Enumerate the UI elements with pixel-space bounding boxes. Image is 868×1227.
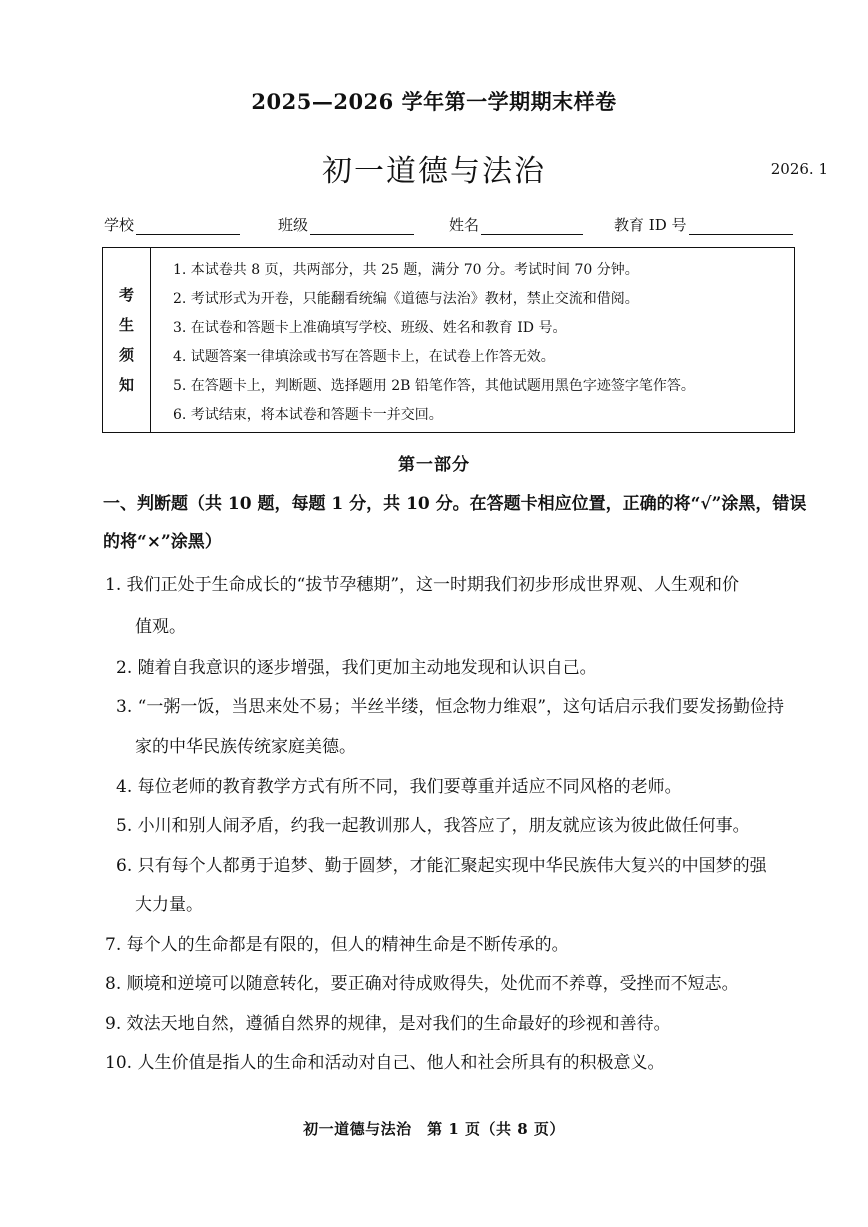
question-line: 大力量。 <box>135 895 203 915</box>
notice-item: 2. 考试形式为开卷，只能翻看统编《道德与法治》教材，禁止交流和借阅。 <box>173 291 639 307</box>
notice-item: 5. 在答题卡上，判断题、选择题用 2B 铅笔作答，其他试题用黑色字迹签字笔作答。 <box>173 378 695 394</box>
school-field[interactable] <box>104 214 240 235</box>
question-line: 值观。 <box>135 617 186 637</box>
name-label: 姓名 <box>449 216 480 234</box>
question-line: 3. “一粥一饭，当思来处不易；半丝半缕，恒念物力维艰”，这句话启示我们要发扬勤俭持 <box>116 697 785 717</box>
question-line: 5. 小川和别人闹矛盾，约我一起教训那人，我答应了，朋友就应该为彼此做任何事。 <box>116 816 750 836</box>
name-blank[interactable] <box>481 218 583 235</box>
question-line: 8. 顺境和逆境可以随意转化，要正确对待成败得失，处优而不养尊，受挫而不短志。 <box>105 974 739 994</box>
edu-id-blank[interactable] <box>689 218 793 235</box>
question-line: 10. 人生价值是指人的生命和活动对自己、他人和社会所具有的积极意义。 <box>105 1053 665 1073</box>
edu-id-field[interactable] <box>614 214 793 235</box>
notice-item: 3. 在试卷和答题卡上准确填写学校、班级、姓名和教育 ID 号。 <box>173 320 567 336</box>
question-line: 2. 随着自我意识的逐步增强，我们更加主动地发现和认识自己。 <box>116 658 597 678</box>
notice-list <box>173 256 695 430</box>
part-heading: 第一部分 <box>398 455 470 475</box>
school-blank[interactable] <box>136 218 240 235</box>
notice-item: 6. 考试结束，将本试卷和答题卡一并交回。 <box>173 407 443 423</box>
student-info-row <box>104 214 804 238</box>
question-line: 7. 每个人的生命都是有限的，但人的精神生命是不断传承的。 <box>105 935 569 955</box>
school-label: 学校 <box>104 216 135 234</box>
question-line: 4. 每位老师的教育教学方式有所不同，我们要尊重并适应不同风格的老师。 <box>116 777 682 797</box>
notice-item: 1. 本试卷共 8 页，共两部分，共 25 题，满分 70 分。考试时间 70 分钟。 <box>173 262 639 278</box>
page-footer: 初一道德与法治 第 1 页（共 8 页） <box>303 1120 565 1138</box>
notice-side-label: 考 生 须 知 <box>103 248 151 432</box>
question-line: 6. 只有每个人都勇于追梦、勤于圆梦，才能汇聚起实现中华民族伟大复兴的中国梦的强 <box>116 856 767 876</box>
subject-title: 初一道德与法治 <box>322 154 546 189</box>
edu-id-label: 教育 ID 号 <box>614 216 687 234</box>
question-line: 家的中华民族传统家庭美德。 <box>135 737 356 757</box>
name-field[interactable] <box>449 214 583 235</box>
question-line: 1. 我们正处于生命成长的“拔节孕穗期”，这一时期我们初步形成世界观、人生观和价 <box>105 575 740 595</box>
exam-date: 2026. 1 <box>770 160 828 178</box>
exam-notice-box <box>102 247 795 433</box>
question-line: 9. 效法天地自然，遵循自然界的规律，是对我们的生命最好的珍视和善待。 <box>105 1014 671 1034</box>
notice-item: 4. 试题答案一律填涂或书写在答题卡上，在试卷上作答无效。 <box>173 349 555 365</box>
class-label: 班级 <box>278 216 309 234</box>
section-heading: 一、判断题（共 10 题，每题 1 分，共 10 分。在答题卡相应位置，正确的将“√”涂黑，错误的将“×”涂黑） <box>103 494 807 552</box>
exam-title: 2025—2026 学年第一学期期末样卷 <box>251 89 617 114</box>
class-blank[interactable] <box>310 218 414 235</box>
class-field[interactable] <box>278 214 414 235</box>
